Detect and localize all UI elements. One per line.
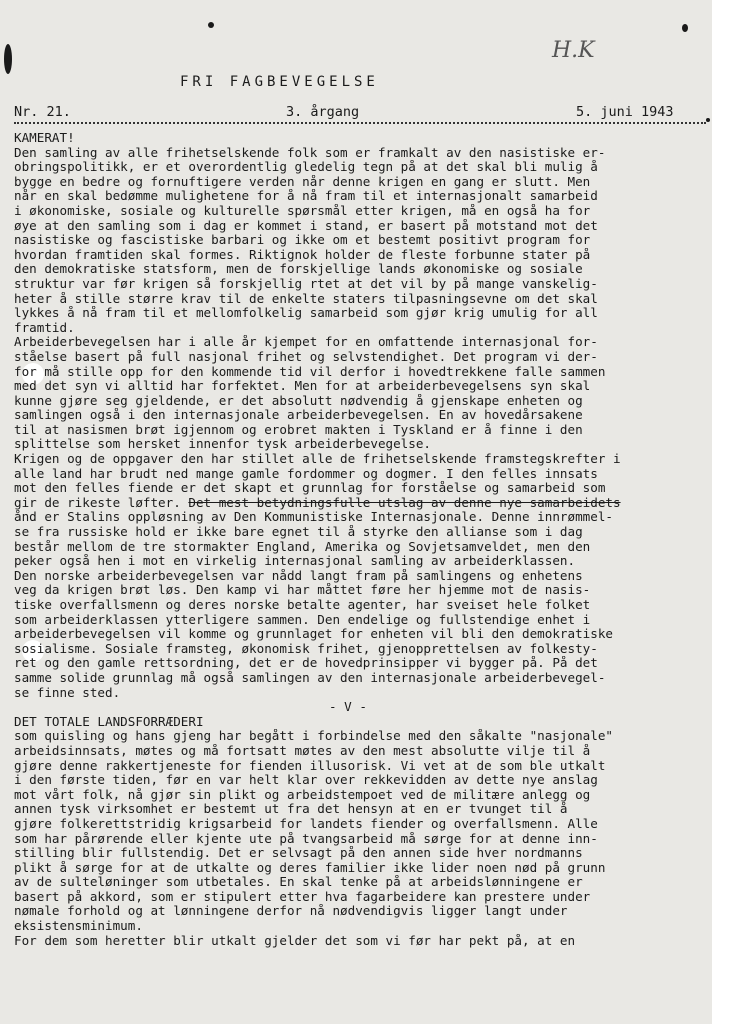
section-heading: DET TOTALE LANDSFORRÆDERI <box>14 714 204 729</box>
text-line: arbeiderbevegelsen vil komme og grunnlaget for enheten vil bli den demokratiske <box>14 627 613 642</box>
issue-volume: 3. årgang <box>286 104 360 120</box>
text-line: kunne gjøre seg gjeldende, er det absolutt nødvendig å gjenskape enheten og <box>14 393 583 408</box>
text-segment: gir de rikeste løfter. <box>14 495 189 510</box>
text-line: obringspolitikk, er et overordentlig gledelig tegn på at det skal bli mulig å <box>14 160 598 175</box>
text-line: mot den felles fiende er det skapt et grunnlag for forståelse og samarbeid som <box>14 481 606 496</box>
text-line: arbeidsinnsats, møtes og må fortsatt møtes av den mest absolutte vilje til å <box>14 743 591 758</box>
text-line: nasistiske og fascistiske barbari og ikke om et bestemt positivt program for <box>14 233 591 248</box>
text-line: sosialisme. Sosiale framsteg, økonomisk frihet, gjenopprettelsen av folkesty- <box>14 641 598 656</box>
text-line: til at nasismen brøt igjennom og erobret makten i Tyskland er å finne i den <box>14 422 583 437</box>
text-line: i økonomiske, sosiale og kulturelle spørsmål etter krigen, må en også ha for <box>14 203 591 218</box>
text-line: med det syn vi alltid har forfektet. Men for at arbeiderbevegelsens syn skal <box>14 379 591 394</box>
text-line: som har pårørende eller kjente ute på tvangsarbeid må sørge for at denne inn- <box>14 831 598 846</box>
text-line: Arbeiderbevegelsen har i alle år kjempet for en omfattende internasjonal for- <box>14 335 598 350</box>
text-line: heter å stille større krav til de enkelte staters tilpasningsevne om det skal <box>14 291 598 306</box>
text-line: den demokratiske statsform, men de forskjellige lands økonomiske og sosiale <box>14 262 583 277</box>
text-line: tiske overfallsmenn og deres norske betalte agenter, har sveiset hele folket <box>14 598 591 612</box>
newsletter-masthead: FRI FAGBEVEGELSE <box>180 74 379 90</box>
text-line: framtid. <box>14 320 75 335</box>
text-line: struktur var før krigen så forskjellig rtet at det vil by på mange vanskelig- <box>14 276 598 291</box>
paragraph-1 <box>14 146 714 336</box>
text-line: når en skal bedømme mulighetene for å nå fram til et internasjonalt samarbeid <box>14 189 598 204</box>
text-line: øye at den samling som i dag er kommet i stand, er basert på motstand mot det <box>14 218 598 233</box>
text-line: stilling blir fullstendig. Det er selvsagt på den annen side hver nordmanns <box>14 846 583 861</box>
text-line: består mellom de tre stormakter England, Amerika og Sovjetsamveldet, men den <box>14 539 591 554</box>
text-line: ståelse basert på full nasjonal frihet og selvstendighet. Det program vi der- <box>14 349 598 364</box>
issue-date: 5. juni 1943 <box>576 104 674 120</box>
text-line: som quisling og hans gjeng har begått i forbindelse med den såkalte "nasjonale" <box>14 729 613 744</box>
paragraph-6 <box>14 934 714 949</box>
text-line: mot vårt folk, nå gjør sin plikt og arbeidstempoet ved de militære anlegg og <box>14 787 591 802</box>
text-line: eksistensminimum. <box>14 919 143 934</box>
text-line: samlingen også i den internasjonale arbeiderbevegelsen. En av hovedårsakene <box>14 408 583 423</box>
text-line: i den første tiden, før en var helt klar over rekkevidden av dette nye anslag <box>14 773 598 788</box>
struck-through-text: Det mest betydningsfulle utslag av denne nye samarbeidets <box>188 495 621 510</box>
text-line: ånd er Stalins oppløsning av Den Kommunistiske Internasjonale. Denne innrømmel- <box>14 510 613 525</box>
ink-speck <box>4 44 12 74</box>
paragraph-4 <box>14 569 714 700</box>
paragraph-5 <box>14 729 714 933</box>
text-line: alle land har brudt ned mange gamle fordommer og dogmer. I den felles innsats <box>14 466 598 481</box>
issue-number: Nr. 21. <box>14 104 71 120</box>
ink-speck <box>208 22 214 28</box>
ink-speck <box>706 118 710 122</box>
text-line: For dem som heretter blir utkalt gjelder det som vi før har pekt på, at en <box>14 933 576 948</box>
text-line: basert på akkord, som er stipulert etter hva fagarbeidere kan prestere under <box>14 889 591 904</box>
text-line: som arbeiderklassen ytterligere sammen. Den endelige og fullstendige enhet i <box>14 612 591 627</box>
text-line: gjøre folkerettstridig krigsarbeid for landets fiender og overfallsmenn. Alle <box>14 816 598 831</box>
text-line: for må stille opp for den kommende tid vil derfor i hovedtrekkene falle sammen <box>14 364 606 379</box>
text-line: hvordan framtiden skal formes. Riktignok holder de fleste forbunne stater på <box>14 247 591 262</box>
section-divider: - V - <box>329 700 367 715</box>
text-line: Den samling av alle frihetselskende folk som er framkalt av den nasistiske er- <box>14 145 606 160</box>
text-line: peker også hen i mot en virkelig internasjonal samling av arbeiderklassen. <box>14 554 576 569</box>
text-line: Krigen og de oppgaver den har stillet alle de frihetselskende framstegskrefter i <box>14 452 621 467</box>
text-line: nømale forhold og at lønningene derfor nå nødvendigvis ligger langt under <box>14 904 568 919</box>
ink-speck <box>682 24 688 32</box>
salutation: KAMERAT! <box>14 131 75 145</box>
text-line: plikt å sørge for at de utkalte og deres familier ikke lider noen nød på grunn <box>14 860 606 875</box>
text-line: lykkes å nå fram til et mellomfolkelig samarbeid som gjør krig umulig for all <box>14 306 598 321</box>
text-line: splittelse som hersket innenfor tysk arbeiderbevegelse. <box>14 437 432 452</box>
text-line: ret og den gamle rettsordning, det er de hovedprinsipper vi bygger på. På det <box>14 656 598 671</box>
handwritten-initials: H.K <box>552 38 595 63</box>
article-body <box>14 131 714 948</box>
text-line: av de sulteløninger som utbetales. En skal tenke på at arbeidslønningene er <box>14 875 583 890</box>
text-line: Den norske arbeiderbevegelsen var nådd langt fram på samlingens og enhetens <box>14 568 583 583</box>
dotted-rule <box>14 122 706 124</box>
paragraph-3 <box>14 452 714 569</box>
text-line: veg da krigen brøt løs. Den kamp vi har måttet føre her hjemme mot de nasis- <box>14 583 591 598</box>
paragraph-2 <box>14 335 714 452</box>
text-line: gjøre denne rakkertjeneste for fienden illusorisk. Vi vet at de som ble utkalt <box>14 758 606 773</box>
text-line: samme solide grunnlag må også samlingen av den internasjonale arbeiderbevegel- <box>14 670 606 685</box>
text-line: se finne sted. <box>14 685 121 700</box>
text-line: annen tysk virksomhet er bestemt ut fra det hensyn at en er tvunget til å <box>14 802 568 817</box>
text-line <box>14 496 714 511</box>
text-line: bygge en bedre og fornuftigere verden når denne krigen en gang er slutt. Men <box>14 174 591 189</box>
page-edge <box>712 0 728 1024</box>
text-line: se fra russiske hold er ikke bare egnet til å styrke den allianse som i dag <box>14 525 583 540</box>
